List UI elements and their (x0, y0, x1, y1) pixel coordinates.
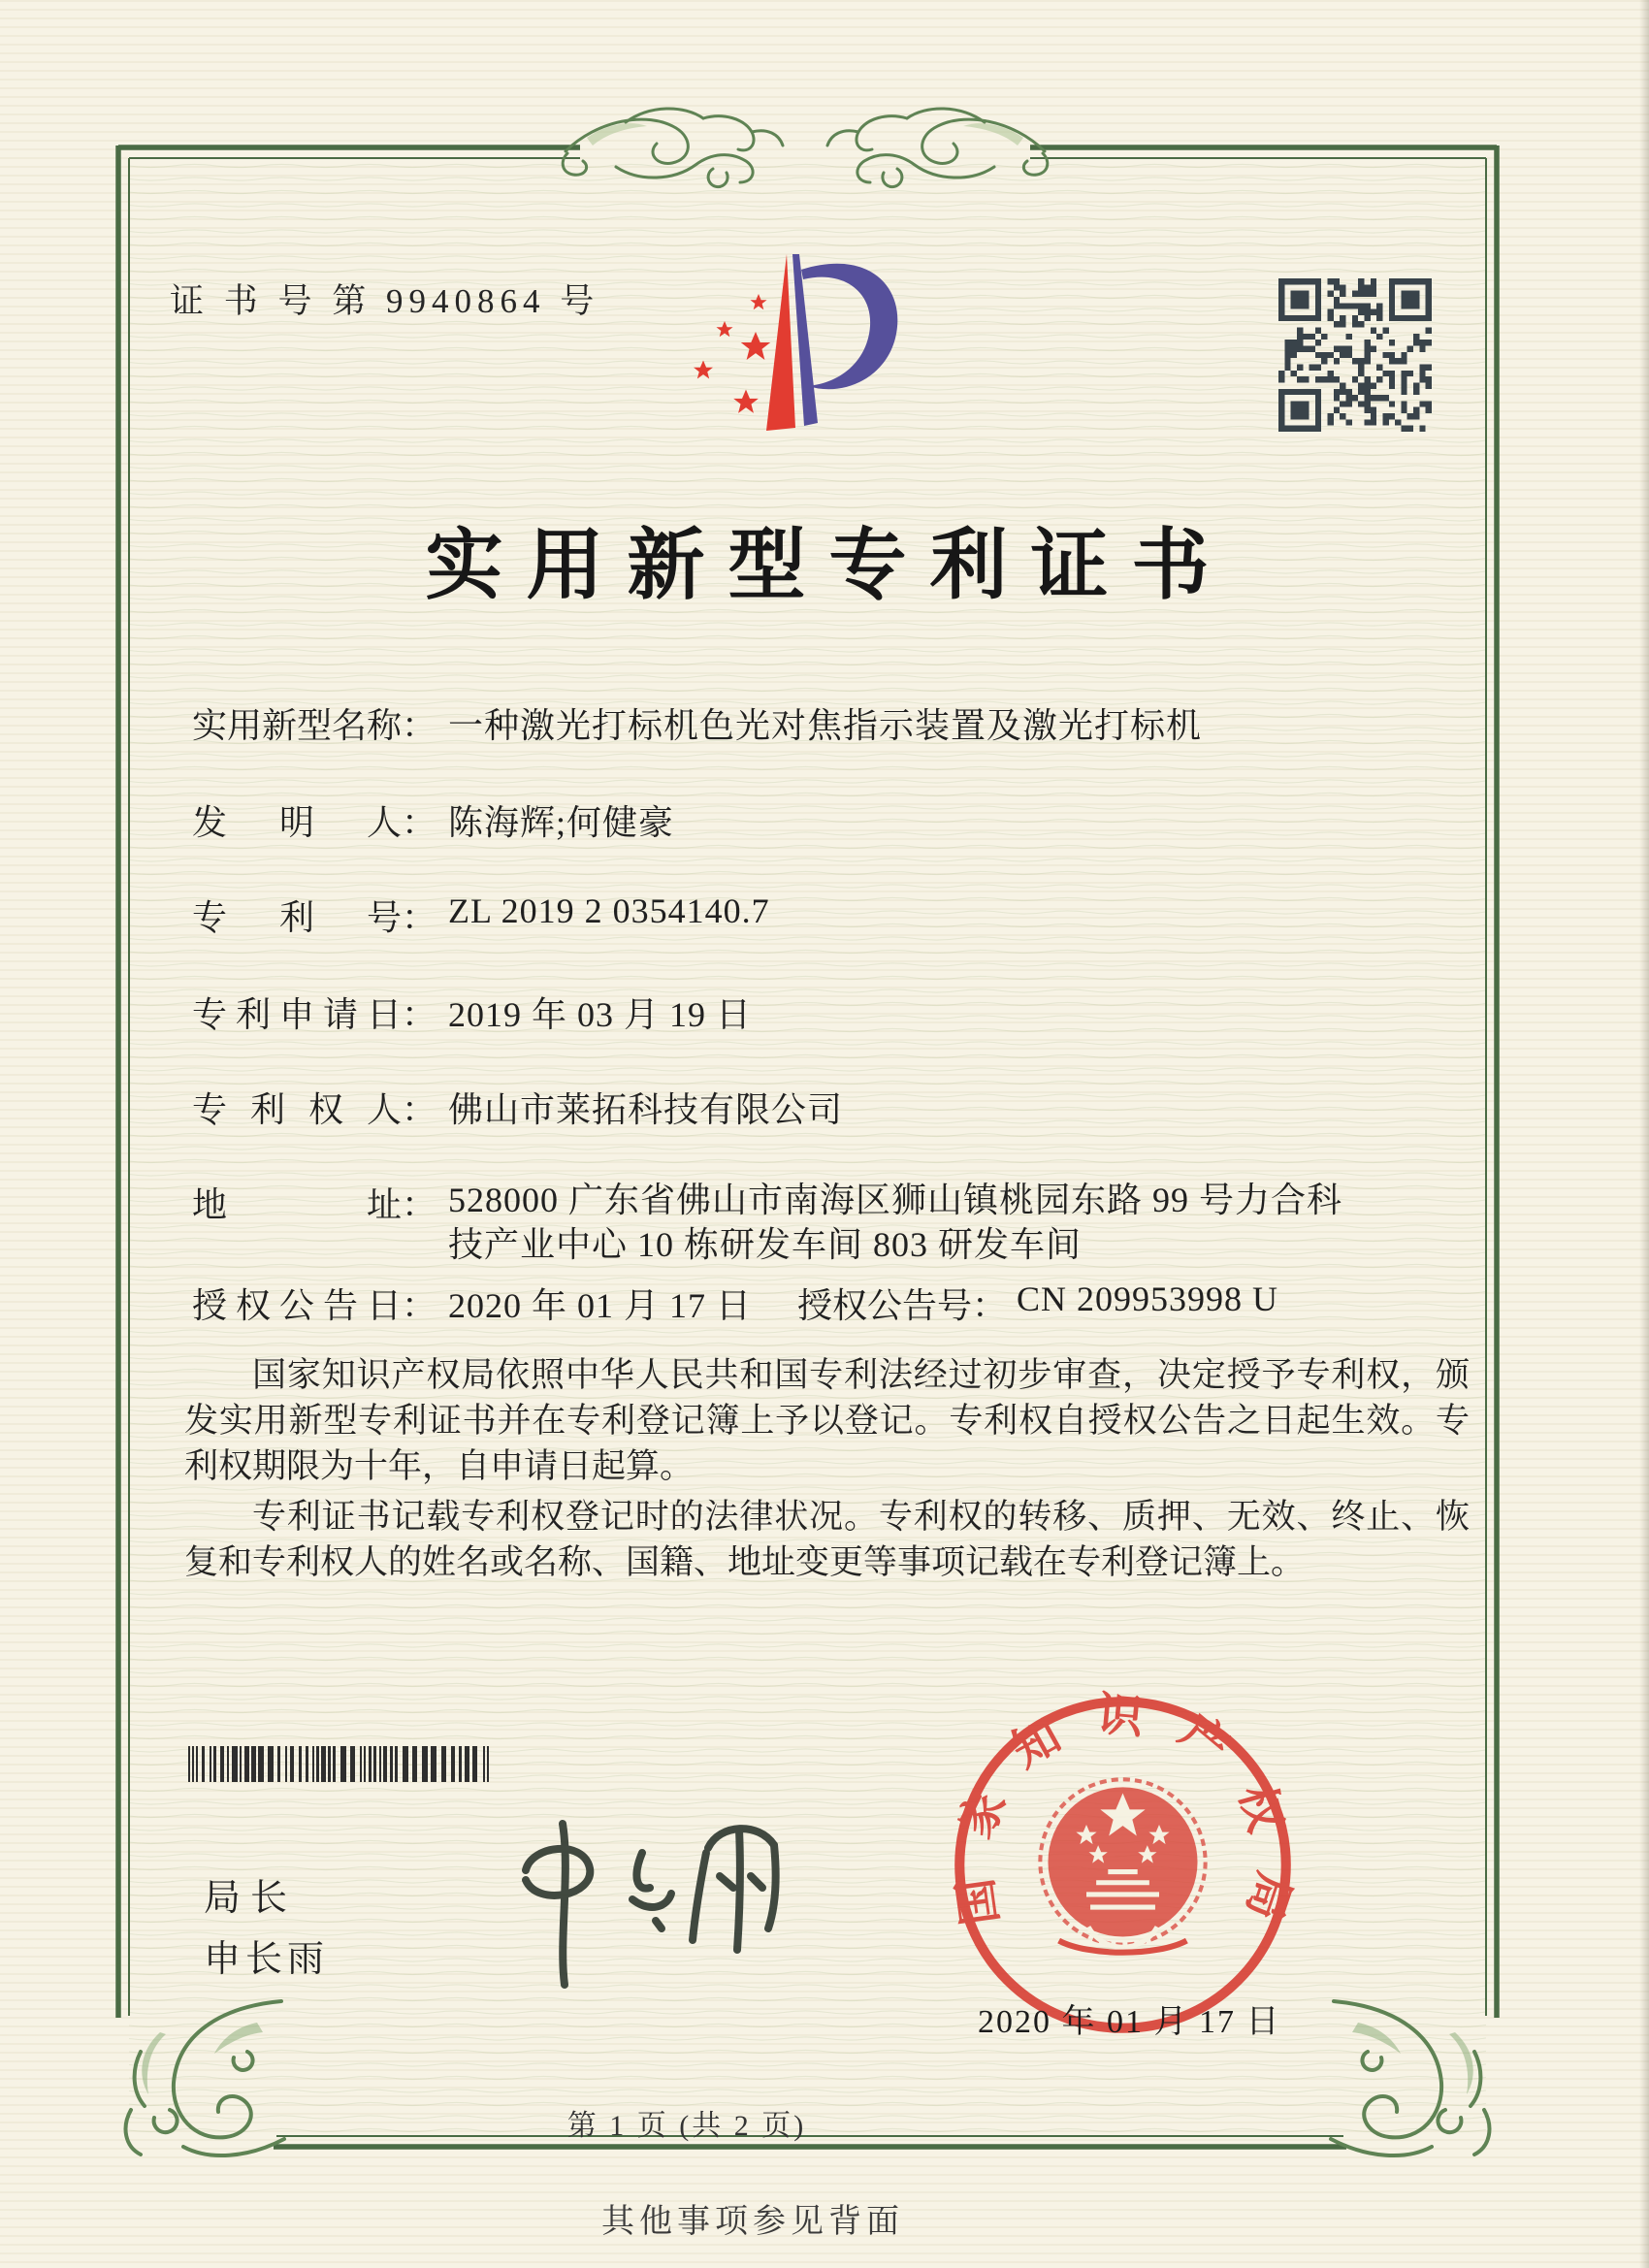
field-label: 授权公告日 (192, 1286, 402, 1325)
field-label: 地址 (192, 1185, 402, 1224)
legal-paragraph-1: 国家知识产权局依照中华人民共和国专利法经过初步审查，决定授予专利权，颁发实用新型专利证书并在专利登记簿上予以登记。专利权自授权公告之日起生效。专利权期限为十年，自申请日起算。 (184, 1356, 1470, 1485)
field-label: 专利权人 (192, 1090, 402, 1129)
field-label: 授权公告号 (797, 1286, 973, 1325)
corner-ornament-right (1319, 1993, 1513, 2168)
field-row-filing-date (192, 988, 752, 1037)
certificate-number: 证 书 号 第 9940864 号 (170, 282, 600, 320)
field-row-address (192, 1178, 1342, 1267)
official-seal-stamp (941, 1683, 1305, 2047)
scan-edge-shadow (1639, 0, 1649, 2268)
label-colon: ： (402, 803, 437, 842)
field-value (448, 1178, 1342, 1267)
address-line-2: 技产业中心 10 栋研发车间 803 研发车间 (448, 1225, 1083, 1264)
seal-ring-text: 国家知识产权局 (946, 1689, 1300, 1958)
label-colon: ： (402, 995, 437, 1034)
label-colon: ： (402, 1185, 437, 1224)
field-row-patent-number (192, 891, 770, 940)
field-row-utility-name (192, 698, 1202, 748)
field-label: 实用新型名称 (192, 706, 403, 745)
field-label: 专利号 (192, 898, 402, 937)
label-colon: ： (972, 1286, 1008, 1325)
seal-date: 2020 年 01 月 17 日 (978, 2004, 1281, 2040)
field-value: 2019 年 03 月 19 日 (448, 995, 753, 1034)
cnipa-logo (669, 241, 926, 449)
field-value: ZL 2019 2 0354140.7 (448, 891, 770, 930)
field-value: 2020 年 01 月 17 日 (448, 1286, 753, 1325)
director-signature (417, 1795, 805, 2008)
address-line-1: 528000 广东省佛山市南海区狮山镇桃园东路 99 号力合科 (448, 1181, 1343, 1219)
field-value: 佛山市莱拓科技有限公司 (448, 1090, 844, 1129)
footer-note: 其他事项参见背面 (601, 2204, 904, 2240)
certificate-title: 实用新型专利证书 (425, 524, 1233, 609)
field-value: 陈海辉;何健豪 (448, 803, 675, 842)
field-label: 专利申请日 (192, 995, 402, 1034)
dragon-ornament (558, 93, 1052, 190)
label-colon: ： (402, 1286, 437, 1325)
field-row-inventors (192, 795, 674, 845)
field-grant-number (797, 1279, 1278, 1328)
field-value: CN 209953998 U (1017, 1280, 1279, 1318)
label-colon: ： (402, 706, 437, 745)
barcode (188, 1746, 489, 1782)
label-colon: ： (402, 1090, 437, 1129)
national-emblem-icon (1040, 1779, 1205, 1952)
field-value: 一种激光打标机色光对焦指示装置及激光打标机 (448, 706, 1203, 745)
qr-code (1278, 278, 1432, 432)
field-label: 发明人 (192, 803, 402, 842)
corner-ornament-left (102, 1993, 296, 2168)
field-row-patentee (192, 1083, 843, 1132)
page-number: 第 1 页 (共 2 页) (566, 2110, 807, 2142)
field-row-grant (192, 1279, 1279, 1328)
director-title: 局长 (204, 1878, 298, 1919)
legal-text-block (184, 1352, 1470, 1585)
director-name: 申长雨 (204, 1939, 330, 1980)
label-colon: ： (402, 898, 437, 937)
legal-paragraph-2: 专利证书记载专利权登记时的法律状况。专利权的转移、质押、无效、终止、恢复和专利权人的姓名或名称、国籍、地址变更等事项记载在专利登记簿上。 (184, 1498, 1470, 1581)
